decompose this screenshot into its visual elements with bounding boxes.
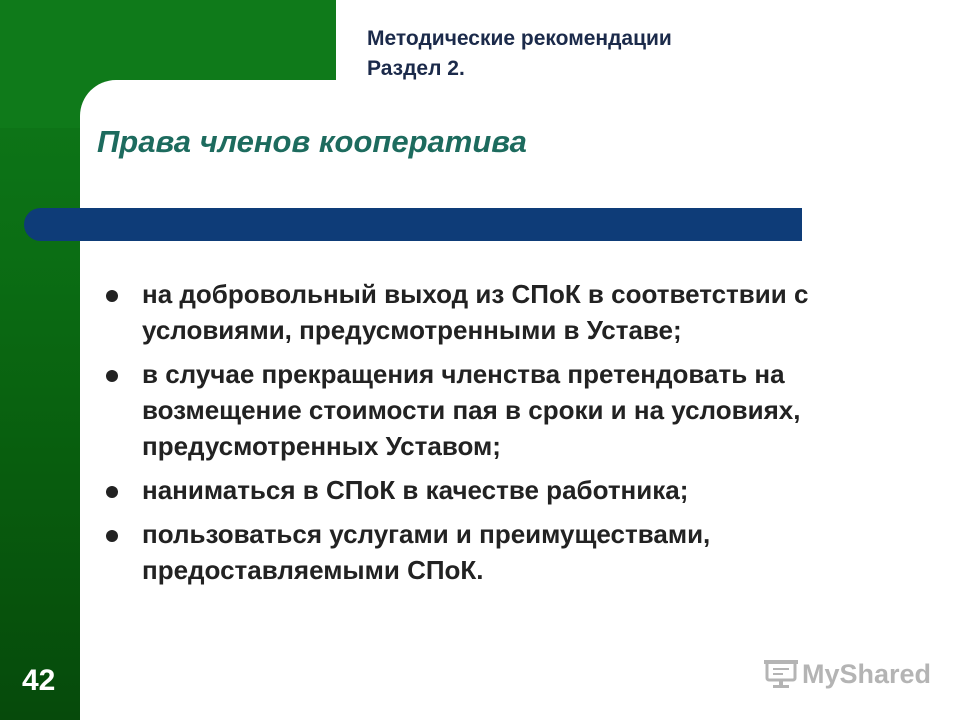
bullet-text: пользоваться услугами и преимуществами, предоставляемыми СПоК. [142,519,711,585]
bullet-dot-icon [106,486,118,498]
bullet-text: в случае прекращения членства претендовать на возмещение стоимости пая в сроки и на условиях, предусмотренных Уставом; [142,359,801,461]
watermark-logo[interactable] [764,654,931,694]
slide-title: Права членов кооператива [97,124,527,159]
bullet-item [106,356,916,464]
header-line-2: Раздел 2. [367,57,465,80]
bullet-dot-icon [106,530,118,542]
bullet-item [106,472,916,508]
bullet-dot-icon [106,290,118,302]
bullet-item [106,276,916,348]
title-underline-bar [24,208,802,241]
bullet-item [106,516,916,588]
presentation-icon [764,658,798,690]
bullet-text: наниматься в СПоК в качестве работника; [142,475,689,505]
bullet-list [106,276,916,596]
bullet-dot-icon [106,370,118,382]
page-number: 42 [22,664,56,697]
slide-header [367,24,672,84]
header-line-1: Методические рекомендации [367,27,672,50]
watermark-text: MyShared [802,658,932,689]
bullet-text: на добровольный выход из СПоК в соответствии с условиями, предусмотренными в Уставе; [142,279,809,345]
